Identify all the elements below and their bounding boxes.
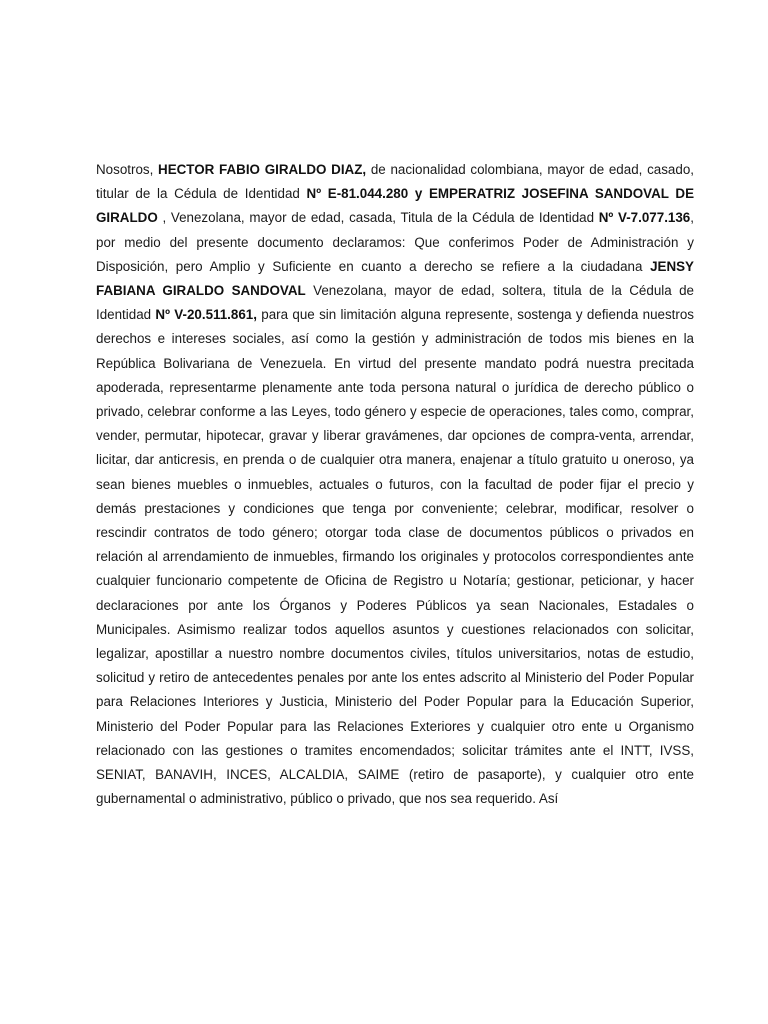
- text-segment: de nacionalidad colombiana, mayor de edad, casado, titular de la Cédula de Identidad: [96, 162, 694, 202]
- grantor-id: Nº V-7.077.136: [598, 210, 691, 226]
- text-segment: , por medio del presente documento declaramos: Que conferimos Poder de Administración y Disposición, pero Amplio y Suficiente en cuanto a derecho se refiere a la ciudadana: [96, 210, 694, 274]
- text-segment: Venezolana, mayor de edad, soltera, titula de la Cédula de Identidad: [96, 283, 695, 323]
- text-segment: , Venezolana, mayor de edad, casada, Titula de la Cédula de Identidad: [157, 210, 599, 226]
- power-of-attorney-paragraph: [96, 158, 694, 811]
- grantor-id-and-name: Nº E-81.044.280 y EMPERATRIZ JOSEFINA SANDOVAL DE GIRALDO: [96, 186, 694, 226]
- attorney-id: Nº V-20.511.861,: [155, 307, 257, 323]
- text-segment: Nosotros,: [96, 162, 159, 177]
- text-segment: para que sin limitación alguna represente, sostenga y defienda nuestros derechos e intereses sociales, así como la gestión y administración de todos mis bienes en la República Bolivariana de Venezuela. En virtud del presente mandato podrá nuestra precitada apoderada, representarme plenamente ante toda persona natural o jurídica de derecho público o privado, celebrar conforme a las Leyes, todo género y especie de operaciones, tales como, comprar, vender, permutar, hipotecar, gravar y liberar gravámenes, dar opciones de compra-venta, arrendar, licitar, dar anticresis, en prenda o de cualquier otra manera, enajenar a título gratuito u oneroso, ya sean bienes muebles o inmuebles, actuales o futuros, con la facultad de poder fijar el precio y demás prestaciones y condiciones que tenga por conveniente; celebrar, modificar, resolver o rescindir contratos de todo género; otorgar toda clase de documentos públicos o privados en relación al arrendamiento de inmuebles, firmando los originales y protocolos correspondientes ante cualquier funcionario competente de Oficina de Registro u Notaría; gestionar, peticionar, y hacer declaraciones por ante los Órganos y Poderes Públicos ya sean Nacionales, Estadales o Municipales. Asimismo realizar todos aquellos asuntos y cuestiones relacionados con solicitar, legalizar, apostillar a nuestro nombre documentos civiles, títulos universitarios, notas de estudio, solicitud y retiro de antecedentes penales por ante los entes adscrito al Ministerio del Poder Popular para Relaciones Interiores y Justicia, Ministerio del Poder Popular para la Educación Superior, Ministerio del Poder Popular para las Relaciones Exteriores y cualquier otro ente u Organismo relacionado con las gestiones o tramites encomendados; solicitar trámites ante el INTT, IVSS, SENIAT, BANAVIH, INCES, ALCALDIA, SAIME (retiro de pasaporte), y cualquier otro ente gubernamental o administrativo, público o privado, que nos sea requerido. Así: [96, 307, 694, 807]
- attorney-name: JENSY FABIANA GIRALDO SANDOVAL: [96, 258, 694, 299]
- grantor-name: HECTOR FABIO GIRALDO DIAZ,: [158, 162, 367, 177]
